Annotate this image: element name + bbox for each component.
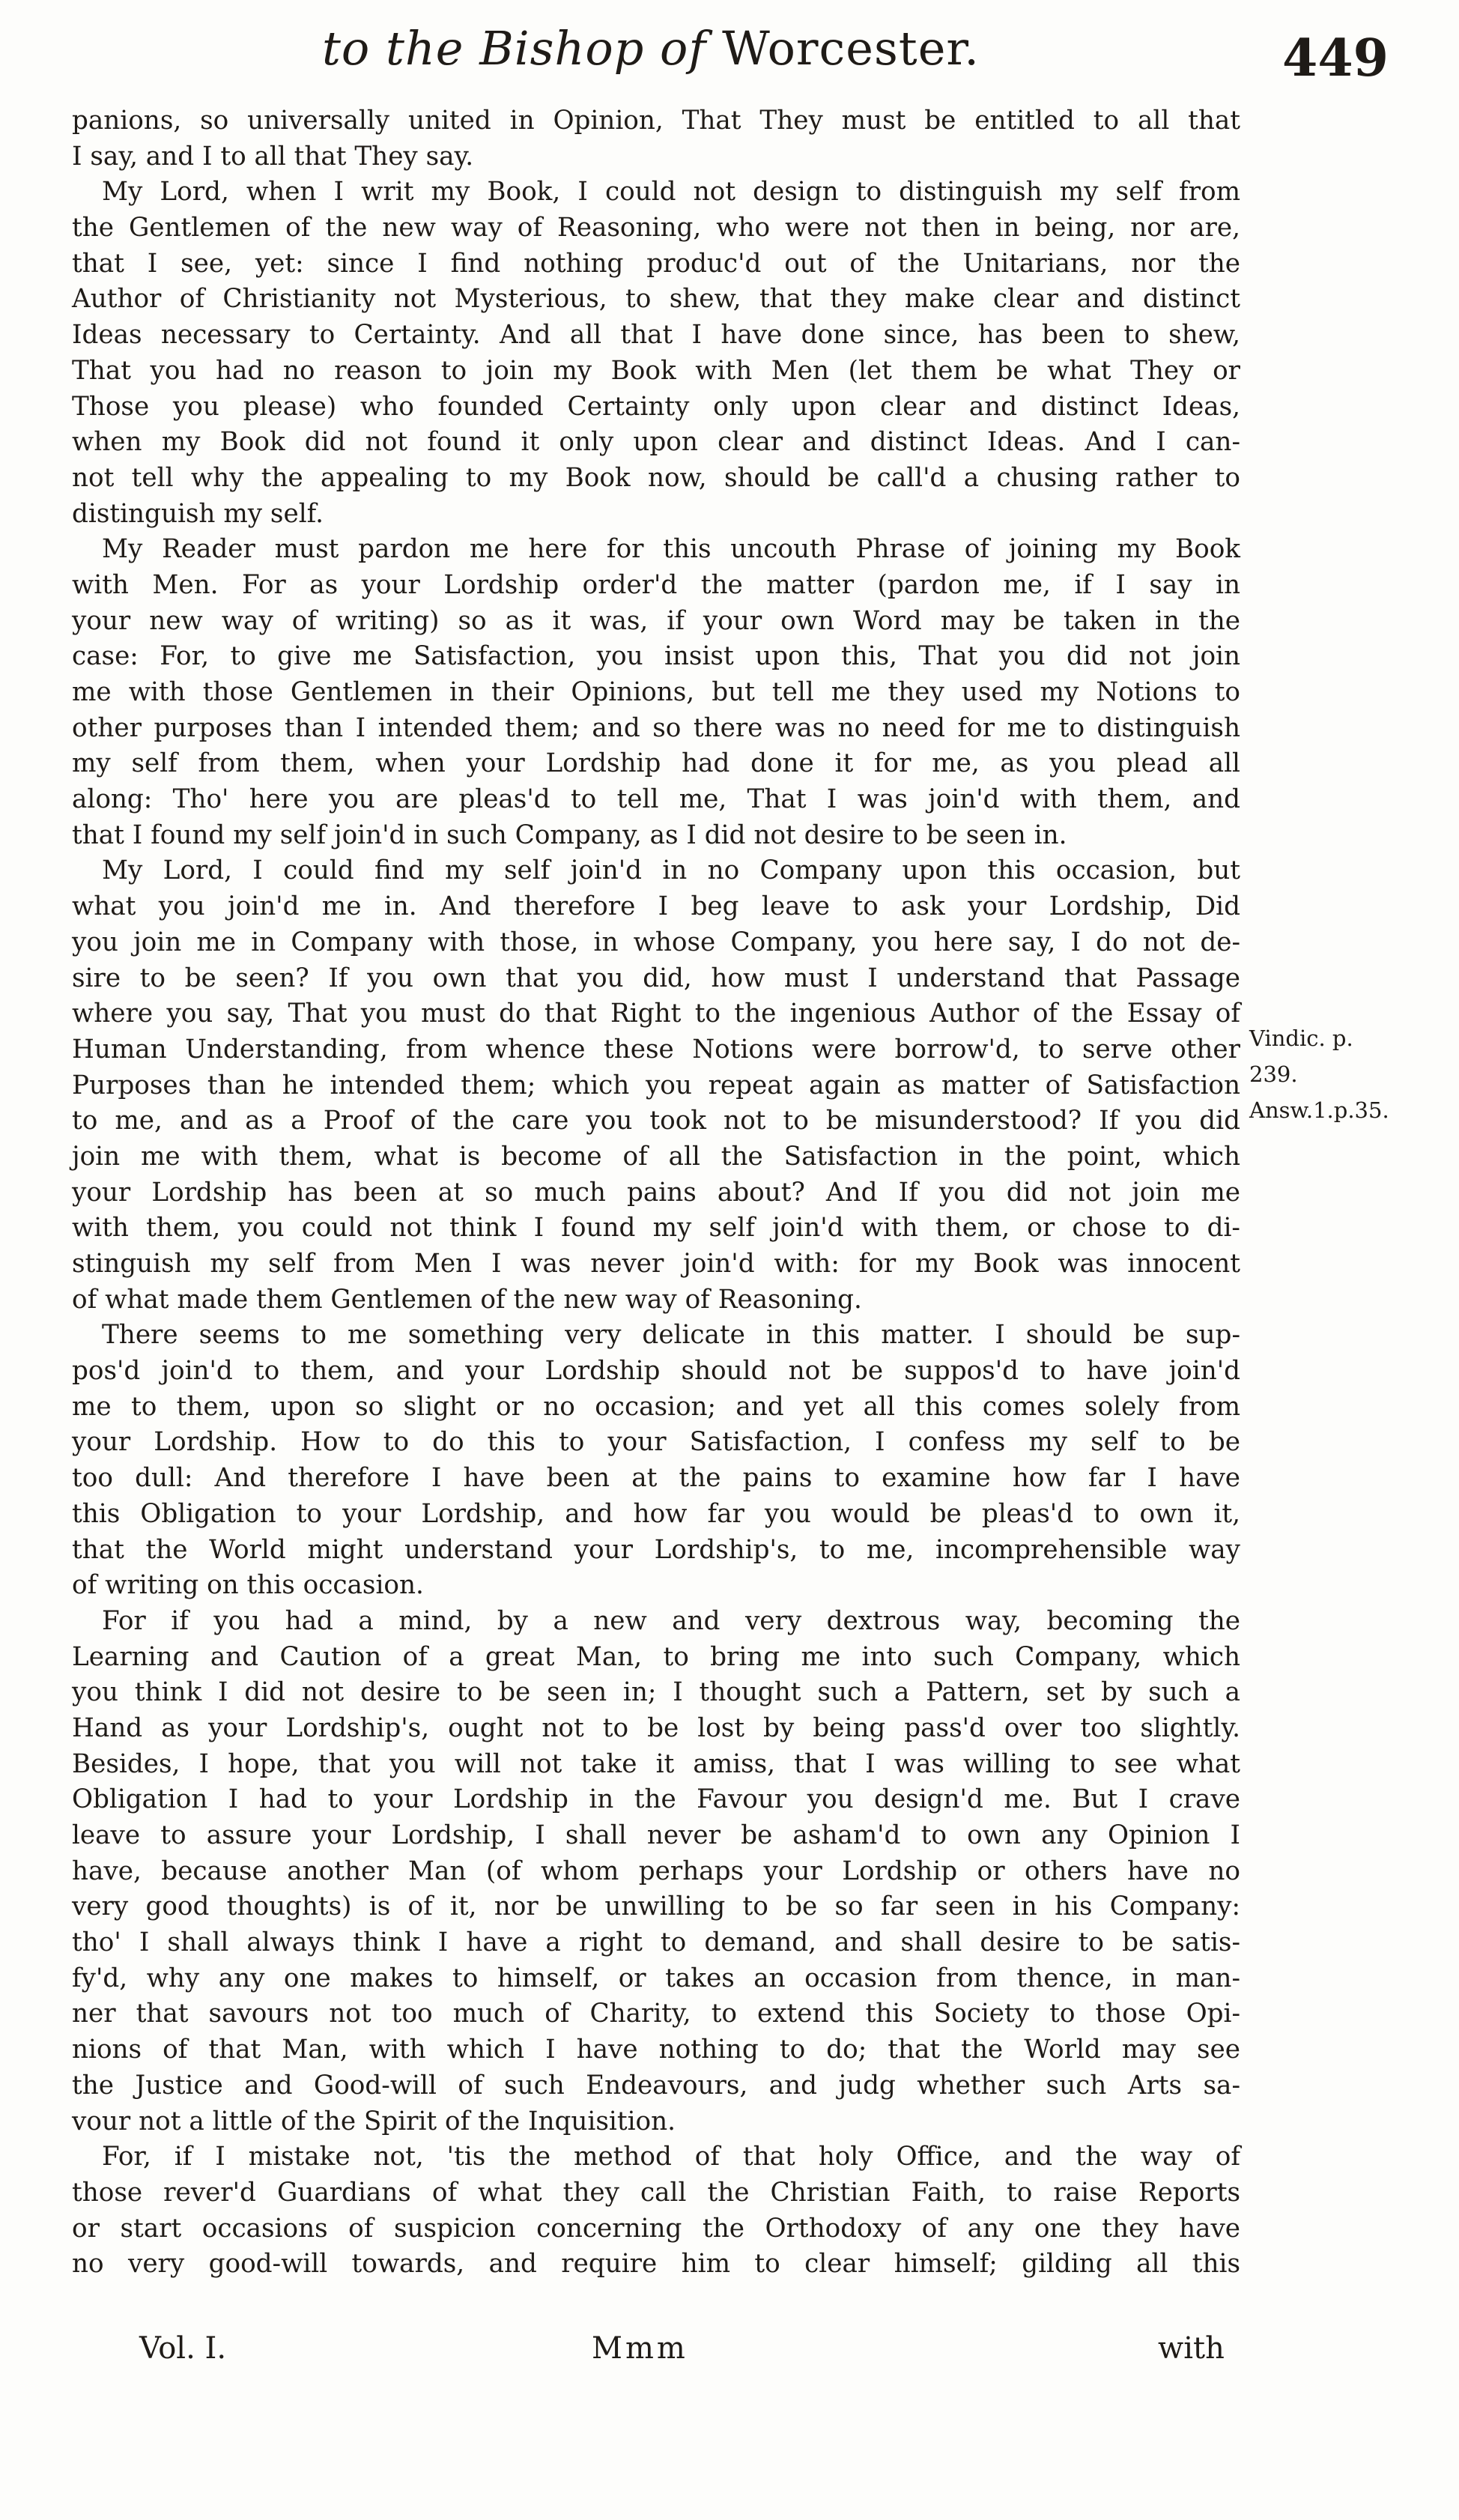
text-line: pos'd join'd to them, and your Lordship should not be suppos'd to have join'd bbox=[72, 1356, 1240, 1387]
text-line: the Gentlemen of the new way of Reasoning, who were not then in being, nor are, bbox=[72, 213, 1240, 243]
text-line: Learning and Caution of a great Man, to bring me into such Company, which bbox=[72, 1641, 1240, 1672]
text-line: panions, so universally united in Opinion, That They must be entitled to all that bbox=[72, 106, 1240, 136]
text-line: Those you please) who founded Certainty only upon clear and distinct Ideas, bbox=[72, 391, 1240, 422]
text-line: join me with them, what is become of all the Satisfaction in the point, which bbox=[72, 1141, 1240, 1172]
running-head bbox=[322, 21, 980, 76]
text-line: me with those Gentlemen in their Opinions, but tell me they used my Notions to bbox=[72, 677, 1240, 707]
text-line: Besides, I hope, that you will not take it amiss, that I was willing to see what bbox=[72, 1748, 1240, 1779]
text-line: My Reader must pardon me here for this uncouth Phrase of joining my Book bbox=[102, 534, 1240, 565]
text-line: of what made them Gentlemen of the new way of Reasoning. bbox=[72, 1284, 862, 1315]
text-line: what you join'd me in. And therefore I beg leave to ask your Lordship, Did bbox=[72, 891, 1240, 922]
text-line: There seems to me something very delicate in this matter. I should be sup- bbox=[102, 1320, 1240, 1351]
text-line: that I found my self join'd in such Company, as I did not desire to be seen in. bbox=[72, 820, 1067, 850]
text-line: Human Understanding, from whence these Notions were borrow'd, to serve other bbox=[72, 1034, 1240, 1064]
text-line: the Justice and Good-will of such Endeavours, and judg whether such Arts sa- bbox=[72, 2070, 1240, 2100]
running-head-upright: Worcester. bbox=[722, 21, 980, 76]
page-number: 449 bbox=[1282, 28, 1389, 88]
text-line: your Lordship has been at so much pains about? And If you did not join me bbox=[72, 1177, 1240, 1208]
text-line: you think I did not desire to be seen in; I thought such a Pattern, set by such a bbox=[72, 1677, 1240, 1708]
text-line: when my Book did not found it only upon clear and distinct Ideas. And I can- bbox=[72, 427, 1240, 458]
text-line: to me, and as a Proof of the care you took not to be misunderstood? If you did bbox=[72, 1106, 1240, 1136]
text-line: vour not a little of the Spirit of the Inquisition. bbox=[72, 2106, 676, 2136]
text-line: too dull: And therefore I have been at the pains to examine how far I have bbox=[72, 1463, 1240, 1494]
text-line: Obligation I had to your Lordship in the Favour you design'd me. But I crave bbox=[72, 1784, 1240, 1815]
margin-note-vindic: Vindic. p. bbox=[1249, 1026, 1353, 1051]
text-line: ner that savours not too much of Charity, to extend this Society to those Opi- bbox=[72, 1999, 1240, 2029]
margin-note-page: 239. bbox=[1249, 1061, 1298, 1087]
text-line: I say, and I to all that They say. bbox=[72, 141, 474, 172]
text-line: very good thoughts) is of it, nor be unwilling to be so far seen in his Company: bbox=[72, 1891, 1240, 1922]
text-line: along: Tho' here you are pleas'd to tell me, That I was join'd with them, and bbox=[72, 784, 1240, 815]
text-line: My Lord, I could find my self join'd in no Company upon this occasion, but bbox=[102, 855, 1240, 886]
text-line: that the World might understand your Lordship's, to me, incomprehensible way bbox=[72, 1534, 1240, 1565]
text-line: stinguish my self from Men I was never join'd with: for my Book was innocent bbox=[72, 1249, 1240, 1279]
text-line: fy'd, why any one makes to himself, or takes an occasion from thence, in man- bbox=[72, 1963, 1240, 1993]
text-line: with them, you could not think I found my self join'd with them, or chose to di- bbox=[72, 1213, 1240, 1244]
text-line: this Obligation to your Lordship, and how far you would be pleas'd to own it, bbox=[72, 1498, 1240, 1529]
text-line: Hand as your Lordship's, ought not to be lost by being pass'd over too slightly. bbox=[72, 1712, 1240, 1743]
text-line: those rever'd Guardians of what they call the Christian Faith, to raise Reports bbox=[72, 2177, 1240, 2208]
margin-note-answ: Answ.1.p.35. bbox=[1249, 1097, 1389, 1123]
text-line: My Lord, when I writ my Book, I could not design to distinguish my self from bbox=[102, 177, 1240, 208]
text-line: where you say, That you must do that Right to the ingenious Author of the Essay of bbox=[72, 999, 1240, 1029]
text-line: you join me in Company with those, in whose Company, you here say, I do not de- bbox=[72, 927, 1240, 957]
text-line: sire to be seen? If you own that you did, how must I understand that Passage bbox=[72, 963, 1240, 993]
text-line: For if you had a mind, by a new and very dextrous way, becoming the bbox=[102, 1605, 1240, 1636]
text-line: Ideas necessary to Certainty. And all that I have done since, has been to shew, bbox=[72, 320, 1240, 351]
signature-mark: Mmm bbox=[592, 2331, 688, 2366]
text-line: Purposes than he intended them; which you repeat again as matter of Satisfaction bbox=[72, 1070, 1240, 1100]
body-text bbox=[72, 103, 1240, 2283]
text-line: case: For, to give me Satisfaction, you insist upon this, That you did not join bbox=[72, 641, 1240, 672]
text-line: other purposes than I intended them; and so there was no need for me to distinguish bbox=[72, 712, 1240, 743]
text-line: your Lordship. How to do this to your Satisfaction, I confess my self to be bbox=[72, 1427, 1240, 1458]
text-line: tho' I shall always think I have a right to demand, and shall desire to be satis- bbox=[72, 1927, 1240, 1958]
text-line: have, because another Man (of whom perhaps your Lordship or others have no bbox=[72, 1856, 1240, 1886]
text-line: no very good-will towards, and require him to clear himself; gilding all this bbox=[72, 2249, 1240, 2280]
text-line: of writing on this occasion. bbox=[72, 1570, 424, 1601]
text-line: my self from them, when your Lordship had done it for me, as you plead all bbox=[72, 748, 1240, 779]
text-line: leave to assure your Lordship, I shall never be asham'd to own any Opinion I bbox=[72, 1820, 1240, 1850]
text-line: or start occasions of suspicion concerning the Orthodoxy of any one they have bbox=[72, 2213, 1240, 2244]
volume-number: Vol. I. bbox=[139, 2331, 227, 2366]
text-line: your new way of writing) so as it was, if your own Word may be taken in the bbox=[72, 605, 1240, 636]
text-line: nions of that Man, with which I have nothing to do; that the World may see bbox=[72, 2035, 1240, 2065]
text-line: That you had no reason to join my Book with Men (let them be what They or bbox=[72, 355, 1240, 386]
text-line: me to them, upon so slight or no occasion; and yet all this comes solely from bbox=[72, 1391, 1240, 1422]
text-line: distinguish my self. bbox=[72, 498, 324, 529]
text-line: For, if I mistake not, 'tis the method of that holy Office, and the way of bbox=[102, 2142, 1240, 2172]
catchword: with bbox=[1158, 2331, 1225, 2366]
text-line: not tell why the appealing to my Book now, should be call'd a chusing rather to bbox=[72, 462, 1240, 493]
text-line: that I see, yet: since I find nothing produc'd out of the Unitarians, nor the bbox=[72, 248, 1240, 279]
text-line: with Men. For as your Lordship order'd the matter (pardon me, if I say in bbox=[72, 569, 1240, 600]
text-line: Author of Christianity not Mysterious, to shew, that they make clear and distinct bbox=[72, 284, 1240, 315]
running-head-italic: to the Bishop of bbox=[322, 21, 707, 76]
